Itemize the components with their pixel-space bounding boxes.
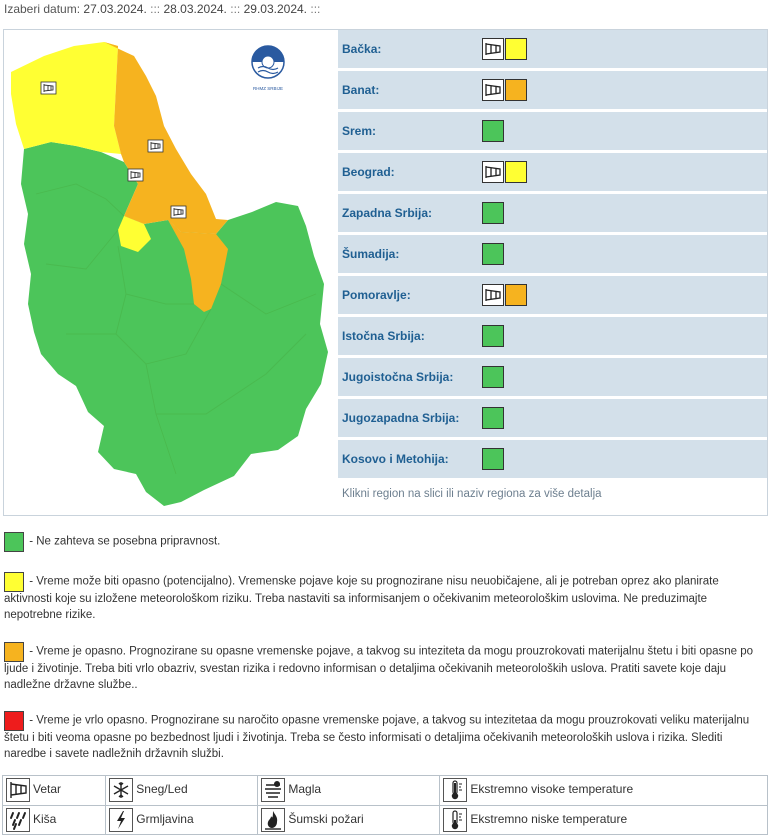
map-wind-icon-pomoravlje: [171, 206, 186, 218]
warning-level-box: [505, 38, 527, 60]
rain-icon: [6, 808, 30, 832]
date-selector: [4, 2, 320, 16]
phenomenon-label: Ekstremno niske temperature: [470, 811, 628, 826]
phenomenon-rain: [3, 805, 106, 835]
red-swatch: [4, 711, 24, 731]
phenomenon-fog: [258, 776, 440, 806]
warning-level-box: [505, 284, 527, 306]
warning-level-box: [482, 366, 504, 388]
phenomenon-label: Šumski požari: [288, 811, 364, 826]
date-link-2[interactable]: 28.03.2024.: [163, 2, 227, 16]
region-name[interactable]: Bačka:: [342, 42, 382, 56]
region-hint: Klikni region na slici ili naziv regiona za više detalja: [342, 488, 602, 500]
phenomenon-forest-fire: [258, 805, 440, 835]
phenomenon-label: Sneg/Led: [136, 782, 188, 797]
phenomenon-thunderstorm: [106, 805, 258, 835]
phenomenon-label: Grmljavina: [136, 811, 194, 826]
region-name[interactable]: Banat:: [342, 83, 380, 97]
legend-text: - Ne zahteva se posebna pripravnost.: [26, 535, 221, 548]
wind-icon: [482, 284, 504, 306]
wind-icon: [6, 778, 30, 802]
phenomenon-low-temp: [440, 805, 768, 835]
date-link-1[interactable]: 27.03.2024.: [83, 2, 147, 16]
date-separator: :::: [310, 2, 321, 16]
region-name[interactable]: Jugoistočna Srbija:: [342, 370, 454, 384]
region-name[interactable]: Istočna Srbija:: [342, 329, 425, 343]
legend-yellow: [4, 572, 766, 623]
region-row-backa[interactable]: [338, 30, 767, 68]
phenomenon-label: Kiša: [33, 811, 57, 826]
map-wind-icon-beograd: [128, 169, 143, 181]
map-region-backa[interactable]: [11, 42, 121, 154]
phenomenon-snow-ice: [106, 776, 258, 806]
region-row-beograd[interactable]: [338, 153, 767, 191]
orange-swatch: [4, 642, 24, 662]
yellow-swatch: [4, 572, 24, 592]
region-name[interactable]: Jugozapadna Srbija:: [342, 411, 460, 425]
thunderstorm-icon: [109, 808, 133, 832]
fog-icon: [261, 778, 285, 802]
legend-orange: [4, 642, 766, 693]
legend-red: [4, 711, 766, 762]
phenomenon-label: Vetar: [33, 782, 62, 797]
warning-level-box: [505, 79, 527, 101]
phenomena-legend: [2, 775, 768, 835]
rhmz-logo: [246, 38, 290, 91]
serbia-warning-map[interactable]: [6, 34, 336, 512]
warning-level-box: [482, 202, 504, 224]
phenomenon-high-temp: [440, 776, 768, 806]
region-name[interactable]: Srem:: [342, 124, 377, 138]
snow-ice-icon: [109, 778, 133, 802]
region-name[interactable]: Kosovo i Metohija:: [342, 452, 449, 466]
region-row-srem[interactable]: [338, 112, 767, 150]
phenomenon-label: Magla: [288, 782, 322, 797]
wind-icon: [482, 161, 504, 183]
region-name[interactable]: Pomoravlje:: [342, 288, 411, 302]
region-row-kosovo-i-metohija[interactable]: [338, 440, 767, 478]
thermometer-low-icon: [443, 808, 467, 832]
wind-icon: [482, 38, 504, 60]
map-wind-icon-backa: [41, 82, 56, 94]
thermometer-high-icon: [443, 778, 467, 802]
warning-level-box: [482, 448, 504, 470]
region-row-jugoistocna-srbija[interactable]: [338, 358, 767, 396]
region-row-zapadna-srbija[interactable]: [338, 194, 767, 232]
legend-text: - Vreme je opasno. Prognozirane su opasne vremenske pojave, a takvog su inteziteta da mogu prouzrokovati materijalnu štetu i biti opasne po ljude i životinje. Treba biti vrlo obazriv, svestan rizika i redovno informisan o detaljima očekivanih meteoroloških uslova. Pratiti savete koje daju nadležne državne službe..: [4, 645, 754, 691]
forest-fire-icon: [261, 808, 285, 832]
region-row-banat[interactable]: [338, 71, 767, 109]
region-name[interactable]: Šumadija:: [342, 247, 400, 261]
phenomenon-wind: [3, 776, 106, 806]
region-row-pomoravlje[interactable]: [338, 276, 767, 314]
region-name[interactable]: Zapadna Srbija:: [342, 206, 433, 220]
region-list: [338, 30, 767, 507]
green-swatch: [4, 532, 24, 552]
date-label: Izaberi datum:: [4, 2, 81, 16]
region-row-sumadija[interactable]: [338, 235, 767, 273]
legend-text: - Vreme je vrlo opasno. Prognozirane su naročito opasne vremenske pojave, a takvog su intezitetaa da mogu prouzrokovati veliku materijalnu štetu i biti veoma opasne po bezbednost ljudi i životinja. Treba se često informisati o detaljima očekivanih meteoroloških uslova i rizika. Slediti naredbe i savete nadležnih državnih službi.: [4, 714, 750, 760]
region-row-istocna-srbija[interactable]: [338, 317, 767, 355]
warning-level-box: [482, 120, 504, 142]
region-name[interactable]: Beograd:: [342, 165, 395, 179]
logo-text: RHMZ SRBIJE: [252, 86, 284, 91]
legend-text: - Vreme može biti opasno (potencijalno). Vremenske pojave koje su prognozirane nisu neuobičajene, ali je potreban oprez ako planirate aktivnosti koje su izložene meteorološkom riziku. Treba nastaviti sa informisanjem o očekivanim meteorološkim uslovima. Ne preduzimajte nepotrebne rizike.: [4, 575, 719, 621]
warning-level-box: [482, 407, 504, 429]
warning-level-box: [482, 243, 504, 265]
wind-icon: [482, 79, 504, 101]
date-link-3[interactable]: 29.03.2024.: [243, 2, 308, 16]
legend-green: [4, 532, 766, 552]
map-wind-icon-banat: [148, 140, 163, 152]
region-row-jugozapadna-srbija[interactable]: [338, 399, 767, 437]
date-separator: :::: [230, 2, 241, 16]
phenomenon-label: Ekstremno visoke temperature: [470, 782, 634, 797]
warning-level-box: [505, 161, 527, 183]
warning-level-box: [482, 325, 504, 347]
date-separator: :::: [150, 2, 161, 16]
